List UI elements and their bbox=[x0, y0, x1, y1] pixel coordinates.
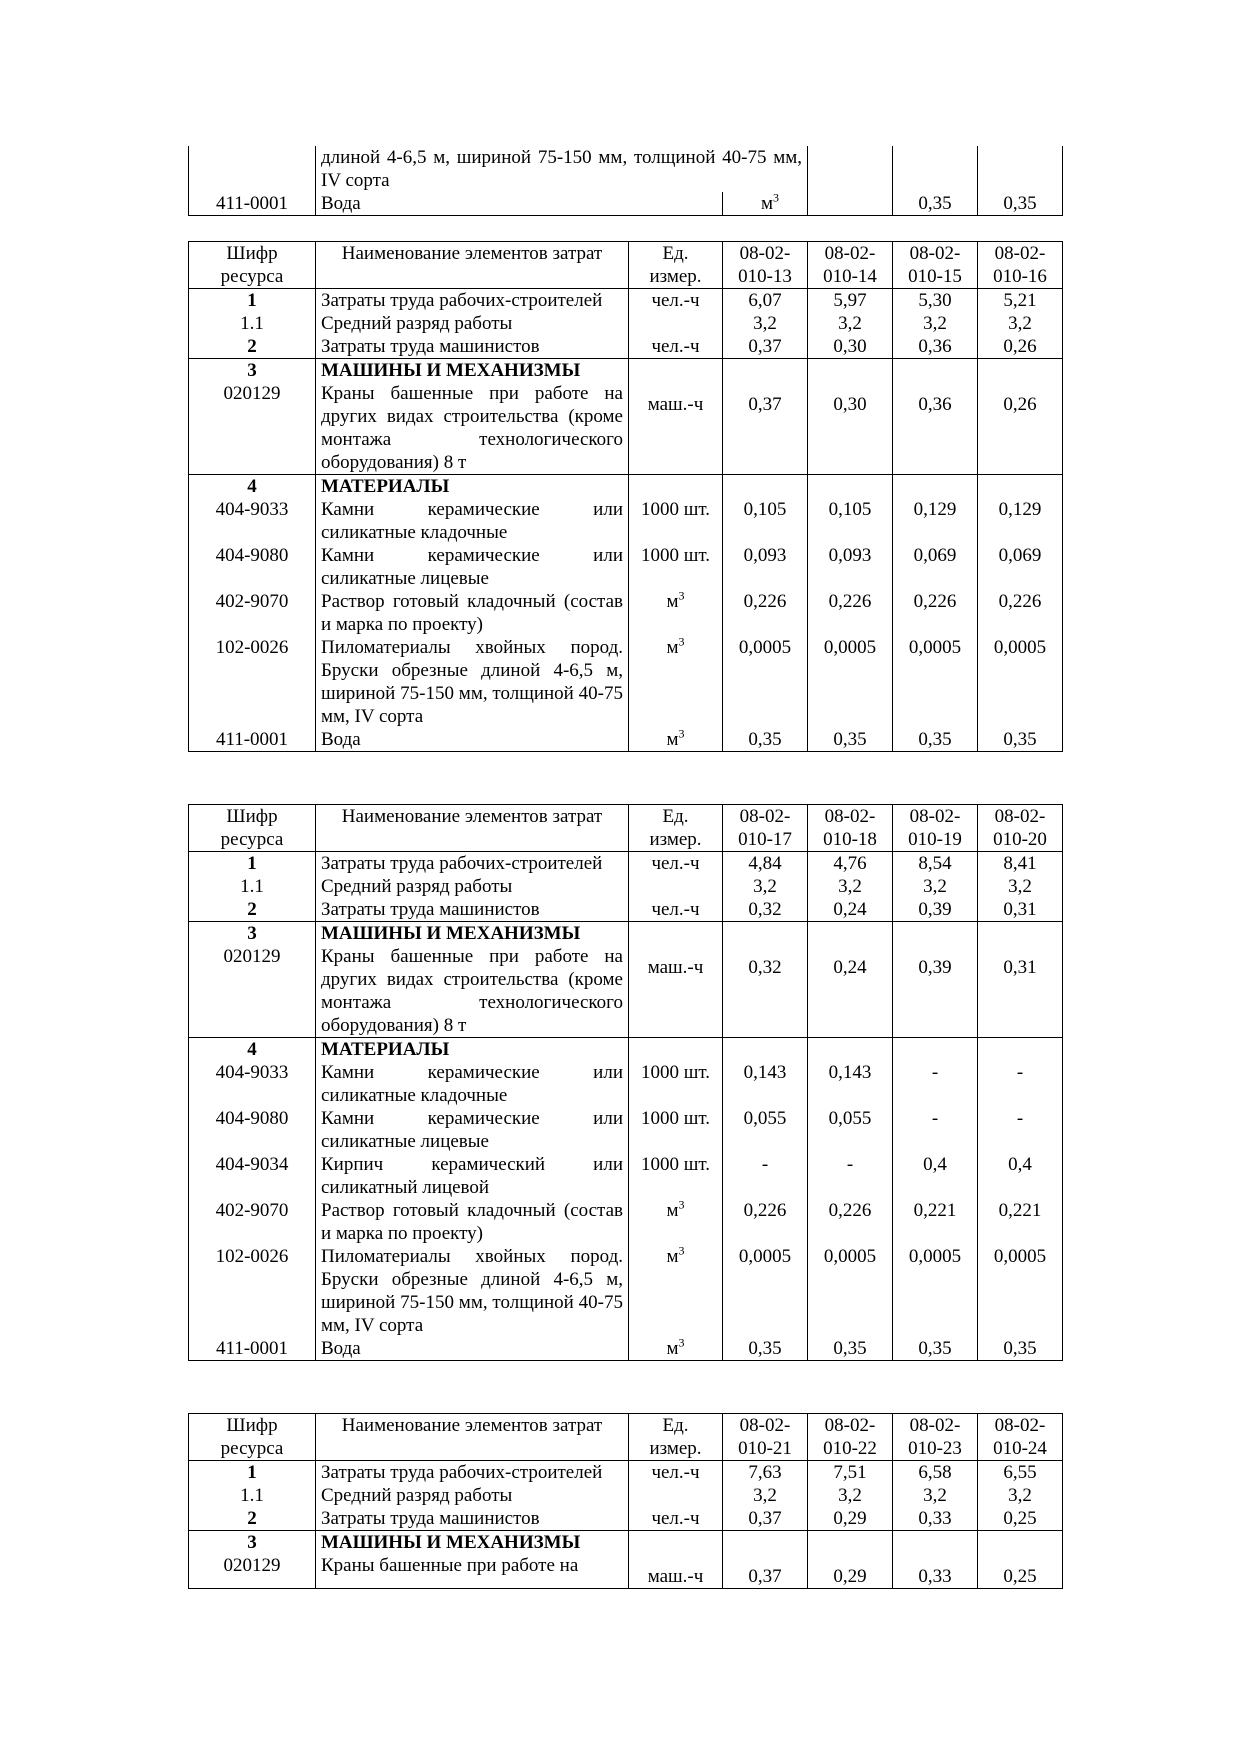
empty-cell bbox=[723, 922, 808, 946]
cost-element-name-cell: Затраты труда машинистов bbox=[316, 1507, 629, 1531]
resource-code-cell: 020129 bbox=[189, 945, 316, 1038]
empty-cell bbox=[629, 475, 723, 499]
value-cell: 0,226 bbox=[808, 590, 893, 636]
value-cell: 0,35 bbox=[978, 728, 1063, 752]
value-cell: 0,35 bbox=[978, 192, 1063, 216]
value-cell: - bbox=[893, 1061, 978, 1107]
table-row bbox=[189, 590, 1063, 636]
unit-superscript: 3 bbox=[678, 1197, 685, 1212]
cost-element-name-cell: Затраты труда рабочих-строителей bbox=[316, 852, 629, 876]
header-norm-code: 08-02-010-14 bbox=[808, 242, 893, 289]
value-cell bbox=[978, 146, 1063, 192]
table-header-row bbox=[189, 242, 1063, 289]
value-cell: 0,055 bbox=[808, 1107, 893, 1153]
value-cell: 3,2 bbox=[808, 312, 893, 335]
value-cell: 0,226 bbox=[723, 1199, 808, 1245]
table-row bbox=[189, 544, 1063, 590]
header-resource-code: Шифр ресурса bbox=[189, 805, 316, 852]
empty-cell bbox=[808, 1531, 893, 1555]
unit-superscript: 3 bbox=[678, 726, 685, 741]
header-norm-code: 08-02-010-19 bbox=[893, 805, 978, 852]
value-cell: 0,35 bbox=[893, 1337, 978, 1361]
unit-cell bbox=[629, 1245, 723, 1337]
unit-cell bbox=[629, 590, 723, 636]
cost-element-name-cell: Затраты труда рабочих-строителей bbox=[316, 289, 629, 313]
unit-superscript: 3 bbox=[678, 588, 685, 603]
empty-cell bbox=[808, 1038, 893, 1062]
unit-superscript: 3 bbox=[678, 634, 685, 649]
empty-cell bbox=[893, 1531, 978, 1555]
table-row bbox=[189, 498, 1063, 544]
value-cell bbox=[893, 146, 978, 192]
value-cell: 3,2 bbox=[808, 1484, 893, 1507]
unit-cell bbox=[629, 544, 723, 590]
value-cell: 0,0005 bbox=[808, 1245, 893, 1337]
table-row bbox=[189, 382, 1063, 475]
value-cell: 3,2 bbox=[893, 1484, 978, 1507]
value-cell: 3,2 bbox=[978, 1484, 1063, 1507]
empty-cell bbox=[978, 922, 1063, 946]
value-cell: - bbox=[808, 1153, 893, 1199]
resource-code-cell: 402-9070 bbox=[189, 1199, 316, 1245]
value-cell: 0,0005 bbox=[893, 1245, 978, 1337]
value-cell: 0,35 bbox=[808, 1337, 893, 1361]
unit-text: чел.-ч bbox=[651, 290, 700, 311]
value-cell: 0,0005 bbox=[723, 1245, 808, 1337]
empty-cell bbox=[978, 475, 1063, 499]
value-cell: 0,0005 bbox=[808, 636, 893, 728]
header-cost-element-name: Наименование элементов затрат bbox=[316, 242, 629, 289]
resource-code-cell: 3 bbox=[189, 359, 316, 383]
resource-code-cell: 2 bbox=[189, 898, 316, 922]
section-row bbox=[189, 475, 1063, 499]
resource-code-cell: 020129 bbox=[189, 382, 316, 475]
header-unit: Ед. измер. bbox=[629, 242, 723, 289]
resource-code-cell: 411-0001 bbox=[189, 192, 316, 216]
resource-code-cell: 404-9033 bbox=[189, 1061, 316, 1107]
header-norm-code: 08-02-010-18 bbox=[808, 805, 893, 852]
value-cell: 0,30 bbox=[808, 335, 893, 359]
value-cell: 0,26 bbox=[978, 335, 1063, 359]
value-cell: 3,2 bbox=[808, 875, 893, 898]
table-row bbox=[189, 146, 1063, 192]
resource-code-cell: 3 bbox=[189, 922, 316, 946]
value-cell: 0,29 bbox=[808, 1507, 893, 1531]
value-cell: 3,2 bbox=[723, 1484, 808, 1507]
cost-element-name-cell: Вода bbox=[316, 192, 723, 216]
value-cell: 0,33 bbox=[893, 1507, 978, 1531]
unit-cell bbox=[629, 498, 723, 544]
value-cell: 0,36 bbox=[893, 382, 978, 475]
header-norm-code: 08-02-010-21 bbox=[723, 1414, 808, 1461]
cost-element-name-cell: Средний разряд работы bbox=[316, 1484, 629, 1507]
resource-code-cell: 4 bbox=[189, 1038, 316, 1062]
empty-cell bbox=[978, 359, 1063, 383]
value-cell: 5,30 bbox=[893, 289, 978, 313]
value-cell: 6,07 bbox=[723, 289, 808, 313]
value-cell: 0,226 bbox=[723, 590, 808, 636]
continuation-table bbox=[188, 146, 1063, 216]
unit-superscript: 3 bbox=[678, 1335, 685, 1350]
empty-cell bbox=[808, 475, 893, 499]
cost-element-name-cell: Краны башенные при работе на других видах строительства (кроме монтажа технологического оборудования) 8 т bbox=[316, 382, 629, 475]
table-row bbox=[189, 1554, 1063, 1589]
value-cell: 0,0005 bbox=[723, 636, 808, 728]
empty-cell bbox=[893, 475, 978, 499]
value-cell: - bbox=[978, 1107, 1063, 1153]
table-row bbox=[189, 1153, 1063, 1199]
value-cell: - bbox=[893, 1107, 978, 1153]
unit-cell bbox=[629, 382, 723, 475]
unit-cell bbox=[629, 1461, 723, 1485]
cost-element-name-cell: Вода bbox=[316, 728, 629, 752]
table-row bbox=[189, 1199, 1063, 1245]
resource-table bbox=[188, 241, 1063, 752]
value-cell: 0,32 bbox=[723, 898, 808, 922]
header-norm-code: 08-02-010-15 bbox=[893, 242, 978, 289]
value-cell: 3,2 bbox=[893, 875, 978, 898]
cost-element-name-cell: Краны башенные при работе на других видах строительства (кроме монтажа технологического оборудования) 8 т bbox=[316, 945, 629, 1038]
table-row bbox=[189, 1507, 1063, 1531]
empty-cell bbox=[723, 475, 808, 499]
unit-cell bbox=[629, 1507, 723, 1531]
value-cell: 0,39 bbox=[893, 898, 978, 922]
value-cell: 3,2 bbox=[723, 312, 808, 335]
unit-cell bbox=[629, 898, 723, 922]
value-cell: 0,129 bbox=[893, 498, 978, 544]
header-norm-code: 08-02-010-17 bbox=[723, 805, 808, 852]
header-cost-element-name: Наименование элементов затрат bbox=[316, 1414, 629, 1461]
value-cell: 0,105 bbox=[723, 498, 808, 544]
resource-code-cell: 402-9070 bbox=[189, 590, 316, 636]
empty-cell bbox=[808, 922, 893, 946]
resource-code-cell: 1 bbox=[189, 289, 316, 313]
table-row bbox=[189, 1107, 1063, 1153]
cost-element-name-cell: Затраты труда рабочих-строителей bbox=[316, 1461, 629, 1485]
unit-cell bbox=[629, 875, 723, 898]
resource-code-cell: 404-9080 bbox=[189, 1107, 316, 1153]
empty-cell bbox=[808, 359, 893, 383]
table-row bbox=[189, 1461, 1063, 1485]
table-row bbox=[189, 289, 1063, 313]
cost-element-name-cell: Камни керамические или силикатные кладочные bbox=[316, 1061, 629, 1107]
value-cell: 0,105 bbox=[808, 498, 893, 544]
empty-cell bbox=[723, 1038, 808, 1062]
unit-text: маш.-ч bbox=[647, 1566, 704, 1587]
unit-cell bbox=[629, 1337, 723, 1361]
resource-code-cell: 1.1 bbox=[189, 875, 316, 898]
value-cell: - bbox=[723, 1153, 808, 1199]
unit-text: маш.-ч bbox=[647, 394, 704, 415]
value-cell: 5,97 bbox=[808, 289, 893, 313]
unit-text: чел.-ч bbox=[651, 853, 700, 874]
cost-element-name-cell: Камни керамические или силикатные лицевые bbox=[316, 1107, 629, 1153]
cost-element-name-cell: длиной 4-6,5 м, шириной 75-150 мм, толщиной 40-75 мм, IV сорта bbox=[316, 146, 808, 192]
resource-code-cell: 411-0001 bbox=[189, 1337, 316, 1361]
value-cell: 0,30 bbox=[808, 382, 893, 475]
section-title-cell: МАШИНЫ И МЕХАНИЗМЫ bbox=[316, 359, 629, 383]
resource-code-cell: 1.1 bbox=[189, 312, 316, 335]
unit-cell bbox=[629, 1199, 723, 1245]
unit-text: маш.-ч bbox=[647, 957, 704, 978]
value-cell: 8,54 bbox=[893, 852, 978, 876]
value-cell: 0,24 bbox=[808, 898, 893, 922]
resource-code-cell: 4 bbox=[189, 475, 316, 499]
header-resource-code: Шифр ресурса bbox=[189, 1414, 316, 1461]
table-row bbox=[189, 192, 1063, 216]
table-header-row bbox=[189, 805, 1063, 852]
value-cell: 0,32 bbox=[723, 945, 808, 1038]
value-cell: 0,25 bbox=[978, 1507, 1063, 1531]
table-row bbox=[189, 852, 1063, 876]
value-cell: 0,226 bbox=[808, 1199, 893, 1245]
unit-cell bbox=[629, 289, 723, 313]
cost-element-name-cell: Камни керамические или силикатные лицевые bbox=[316, 544, 629, 590]
unit-text: чел.-ч bbox=[651, 1508, 700, 1529]
header-resource-code: Шифр ресурса bbox=[189, 242, 316, 289]
value-cell: 8,41 bbox=[978, 852, 1063, 876]
value-cell bbox=[808, 192, 893, 216]
resource-code-cell: 404-9080 bbox=[189, 544, 316, 590]
value-cell: 0,0005 bbox=[978, 1245, 1063, 1337]
resource-code-cell: 1.1 bbox=[189, 1484, 316, 1507]
table-row bbox=[189, 312, 1063, 335]
value-cell: 0,0005 bbox=[893, 636, 978, 728]
cost-element-name-cell: Кирпич керамический или силикатный лицевой bbox=[316, 1153, 629, 1199]
table-row bbox=[189, 335, 1063, 359]
value-cell: 6,58 bbox=[893, 1461, 978, 1485]
header-norm-code: 08-02-010-16 bbox=[978, 242, 1063, 289]
section-row bbox=[189, 1531, 1063, 1555]
table-row bbox=[189, 728, 1063, 752]
value-cell: 6,55 bbox=[978, 1461, 1063, 1485]
cost-element-name-cell: Пиломатериалы хвойных пород. Бруски обрезные длиной 4-6,5 м, шириной 75-150 мм, толщиной 40-75 мм, IV сорта bbox=[316, 1245, 629, 1337]
value-cell: 0,069 bbox=[893, 544, 978, 590]
value-cell: - bbox=[978, 1061, 1063, 1107]
table-row bbox=[189, 636, 1063, 728]
value-cell: 0,29 bbox=[808, 1554, 893, 1589]
value-cell: 3,2 bbox=[978, 312, 1063, 335]
resource-code-cell: 3 bbox=[189, 1531, 316, 1555]
cost-element-name-cell: Затраты труда машинистов bbox=[316, 898, 629, 922]
unit-text: м bbox=[666, 1246, 679, 1267]
empty-cell bbox=[893, 1038, 978, 1062]
resource-code-cell: 404-9034 bbox=[189, 1153, 316, 1199]
resource-code-cell: 411-0001 bbox=[189, 728, 316, 752]
value-cell: 0,37 bbox=[723, 382, 808, 475]
table-row bbox=[189, 1484, 1063, 1507]
section-row bbox=[189, 922, 1063, 946]
value-cell: 0,055 bbox=[723, 1107, 808, 1153]
value-cell: 0,26 bbox=[978, 382, 1063, 475]
unit-cell: $м^3$ bbox=[723, 192, 808, 216]
value-cell: 0,39 bbox=[893, 945, 978, 1038]
value-cell: 0,226 bbox=[978, 590, 1063, 636]
unit-cell bbox=[629, 728, 723, 752]
unit-cell bbox=[629, 1061, 723, 1107]
value-cell: 0,37 bbox=[723, 1507, 808, 1531]
value-cell: 0,143 bbox=[723, 1061, 808, 1107]
header-norm-code: 08-02-010-22 bbox=[808, 1414, 893, 1461]
empty-cell bbox=[978, 1531, 1063, 1555]
header-norm-code: 08-02-010-24 bbox=[978, 1414, 1063, 1461]
unit-superscript: 3 bbox=[678, 1243, 685, 1258]
empty-cell bbox=[629, 359, 723, 383]
value-cell: 0,129 bbox=[978, 498, 1063, 544]
unit-cell bbox=[629, 1554, 723, 1589]
unit-cell bbox=[629, 1153, 723, 1199]
cost-element-name-cell: Затраты труда машинистов bbox=[316, 335, 629, 359]
value-cell: 0,35 bbox=[893, 728, 978, 752]
resource-code-cell: 2 bbox=[189, 1507, 316, 1531]
section-title-cell: МАТЕРИАЛЫ bbox=[316, 1038, 629, 1062]
value-cell: 0,093 bbox=[723, 544, 808, 590]
unit-cell bbox=[629, 945, 723, 1038]
unit-text: чел.-ч bbox=[651, 1462, 700, 1483]
table-row bbox=[189, 875, 1063, 898]
resource-code-cell: 102-0026 bbox=[189, 636, 316, 728]
value-cell: 0,35 bbox=[808, 728, 893, 752]
unit-text: м bbox=[666, 637, 679, 658]
table-row bbox=[189, 945, 1063, 1038]
header-norm-code: 08-02-010-23 bbox=[893, 1414, 978, 1461]
unit-text: м bbox=[666, 591, 679, 612]
value-cell: 0,35 bbox=[723, 728, 808, 752]
unit-text: 1000 шт. bbox=[640, 1062, 710, 1083]
header-norm-code: 08-02-010-20 bbox=[978, 805, 1063, 852]
empty-cell bbox=[629, 1038, 723, 1062]
value-cell: 0,226 bbox=[893, 590, 978, 636]
value-cell: 0,31 bbox=[978, 898, 1063, 922]
header-unit: Ед. измер. bbox=[629, 805, 723, 852]
value-cell bbox=[808, 146, 893, 192]
value-cell: 0,33 bbox=[893, 1554, 978, 1589]
cost-element-name-cell: Раствор готовый кладочный (состав и марка по проекту) bbox=[316, 1199, 629, 1245]
value-cell: 5,21 bbox=[978, 289, 1063, 313]
value-cell: 0,4 bbox=[978, 1153, 1063, 1199]
value-cell: 7,63 bbox=[723, 1461, 808, 1485]
value-cell: 0,143 bbox=[808, 1061, 893, 1107]
cost-element-name-cell: Средний разряд работы bbox=[316, 312, 629, 335]
resource-code-cell: 1 bbox=[189, 852, 316, 876]
resource-code-cell: 1 bbox=[189, 1461, 316, 1485]
unit-cell bbox=[629, 1484, 723, 1507]
value-cell: 0,221 bbox=[978, 1199, 1063, 1245]
section-title-cell: МАШИНЫ И МЕХАНИЗМЫ bbox=[316, 1531, 629, 1555]
unit-text: м bbox=[666, 729, 679, 750]
value-cell: 7,51 bbox=[808, 1461, 893, 1485]
value-cell: 4,76 bbox=[808, 852, 893, 876]
resource-code-cell: 404-9033 bbox=[189, 498, 316, 544]
empty-cell bbox=[723, 1531, 808, 1555]
value-cell: 0,37 bbox=[723, 335, 808, 359]
table-row bbox=[189, 1061, 1063, 1107]
empty-cell bbox=[893, 359, 978, 383]
table-header-row bbox=[189, 1414, 1063, 1461]
cost-element-name-cell: Средний разряд работы bbox=[316, 875, 629, 898]
header-cost-element-name: Наименование элементов затрат bbox=[316, 805, 629, 852]
cost-element-name-cell: Краны башенные при работе на bbox=[316, 1554, 629, 1589]
header-unit: Ед. измер. bbox=[629, 1414, 723, 1461]
value-cell: 0,25 bbox=[978, 1554, 1063, 1589]
empty-cell bbox=[723, 359, 808, 383]
value-cell: 0,36 bbox=[893, 335, 978, 359]
value-cell: 0,35 bbox=[893, 192, 978, 216]
unit-text: 1000 шт. bbox=[640, 545, 710, 566]
value-cell: 0,093 bbox=[808, 544, 893, 590]
unit-text: 1000 шт. bbox=[640, 1154, 710, 1175]
value-cell: 0,31 bbox=[978, 945, 1063, 1038]
unit-text: 1000 шт. bbox=[640, 1108, 710, 1129]
empty-cell bbox=[893, 922, 978, 946]
resource-table bbox=[188, 1413, 1063, 1589]
empty-cell bbox=[629, 922, 723, 946]
unit-cell bbox=[629, 335, 723, 359]
unit-cell bbox=[629, 636, 723, 728]
unit-cell bbox=[629, 1107, 723, 1153]
table-row bbox=[189, 1245, 1063, 1337]
cost-element-name-cell: Вода bbox=[316, 1337, 629, 1361]
resource-code-cell bbox=[189, 146, 316, 192]
value-cell: 0,4 bbox=[893, 1153, 978, 1199]
unit-text: 1000 шт. bbox=[640, 499, 710, 520]
resource-code-cell: 2 bbox=[189, 335, 316, 359]
unit-text: чел.-ч bbox=[651, 336, 700, 357]
value-cell: 0,35 bbox=[723, 1337, 808, 1361]
table-row bbox=[189, 1337, 1063, 1361]
section-title-cell: МАТЕРИАЛЫ bbox=[316, 475, 629, 499]
empty-cell bbox=[978, 1038, 1063, 1062]
value-cell: 0,35 bbox=[978, 1337, 1063, 1361]
value-cell: 4,84 bbox=[723, 852, 808, 876]
unit-text: чел.-ч bbox=[651, 899, 700, 920]
value-cell: 0,221 bbox=[893, 1199, 978, 1245]
value-cell: 0,0005 bbox=[978, 636, 1063, 728]
unit-cell bbox=[629, 852, 723, 876]
section-row bbox=[189, 359, 1063, 383]
value-cell: 3,2 bbox=[723, 875, 808, 898]
section-row bbox=[189, 1038, 1063, 1062]
unit-text: м bbox=[666, 1200, 679, 1221]
value-cell: 3,2 bbox=[893, 312, 978, 335]
resource-code-cell: 102-0026 bbox=[189, 1245, 316, 1337]
cost-element-name-cell: Пиломатериалы хвойных пород. Бруски обрезные длиной 4-6,5 м, шириной 75-150 мм, толщиной 40-75 мм, IV сорта bbox=[316, 636, 629, 728]
table-row bbox=[189, 898, 1063, 922]
unit-cell bbox=[629, 312, 723, 335]
value-cell: 0,37 bbox=[723, 1554, 808, 1589]
resource-code-cell: 020129 bbox=[189, 1554, 316, 1589]
cost-element-name-cell: Раствор готовый кладочный (состав и марка по проекту) bbox=[316, 590, 629, 636]
value-cell: 3,2 bbox=[978, 875, 1063, 898]
cost-element-name-cell: Камни керамические или силикатные кладочные bbox=[316, 498, 629, 544]
section-title-cell: МАШИНЫ И МЕХАНИЗМЫ bbox=[316, 922, 629, 946]
header-norm-code: 08-02-010-13 bbox=[723, 242, 808, 289]
unit-text: м bbox=[666, 1338, 679, 1359]
empty-cell bbox=[629, 1531, 723, 1555]
value-cell: 0,069 bbox=[978, 544, 1063, 590]
value-cell: 0,24 bbox=[808, 945, 893, 1038]
resource-table bbox=[188, 804, 1063, 1361]
